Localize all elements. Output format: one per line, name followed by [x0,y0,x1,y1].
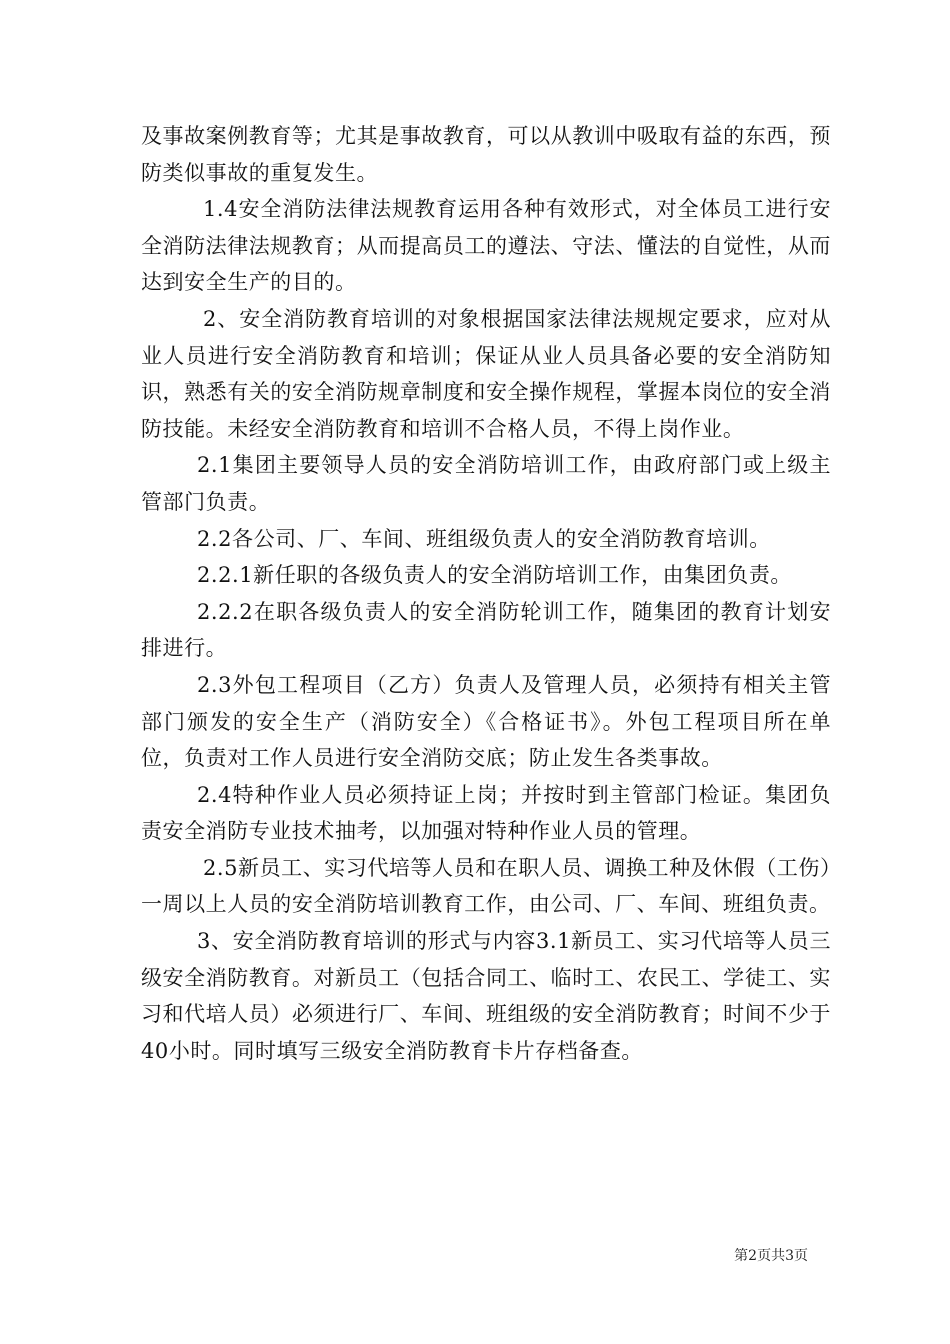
paragraph-2-2-2-current-leaders: 2.2.2在职各级负责人的安全消防轮训工作，随集团的教育计划安排进行。 [141,599,831,661]
document-body [141,118,831,1069]
paragraph-1-4-law-education: 1.4安全消防法律法规教育运用各种有效形式，对全体员工进行安全消防法律法规教育；从而提高员工的遵法、守法、懂法的自觉性，从而达到安全生产的目的。 [141,197,831,295]
paragraph-2-2-1-new-leaders: 2.2.1新任职的各级负责人的安全消防培训工作，由集团负责。 [197,563,792,588]
paragraph-2-2-unit-leaders: 2.2各公司、厂、车间、班组级负责人的安全消防教育培训。 [197,526,771,551]
paragraph-accident-education: 及事故案例教育等；尤其是事故教育，可以从教训中吸取有益的东西，预防类似事故的重复发生。 [141,124,831,185]
paragraph-2-4-special-operators: 2.4特种作业人员必须持证上岗；并按时到主管部门检证。集团负责安全消防专业技术抽考，以加强对特种作业人员的管理。 [141,782,831,844]
paragraph-2-training-targets: 2、安全消防教育培训的对象根据国家法律法规规定要求，应对从业人员进行安全消防教育和培训；保证从业人员具备必要的安全消防知识，熟悉有关的安全消防规章制度和安全操作规程，掌握本岗位的安全消防技能。未经安全消防教育和培训不合格人员，不得上岗作业。 [141,306,831,441]
paragraph-3-training-forms: 3、安全消防教育培训的形式与内容3.1新员工、实习代培等人员三级安全消防教育。对新员工（包括合同工、临时工、农民工、学徒工、实习和代培人员）必须进行厂、车间、班组级的安全消防教育；时间不少于40小时。同时填写三级安全消防教育卡片存档备查。 [141,929,831,1063]
paragraph-2-5-new-employees: 2.5新员工、实习代培等人员和在职人员、调换工种及休假（工伤）一周以上人员的安全消防培训教育工作，由公司、厂、车间、班组负责。 [141,855,831,917]
page-number-footer: 第2页共3页 [734,1248,808,1264]
paragraph-2-1-group-leaders: 2.1集团主要领导人员的安全消防培训工作，由政府部门或上级主管部门负责。 [141,453,831,514]
paragraph-2-3-outsourced-projects: 2.3外包工程项目（乙方）负责人及管理人员，必须持有相关主管部门颁发的安全生产（消防安全）《合格证书》。外包工程项目所在单位，负责对工作人员进行安全消防交底；防止发生各类事故。 [141,672,831,771]
